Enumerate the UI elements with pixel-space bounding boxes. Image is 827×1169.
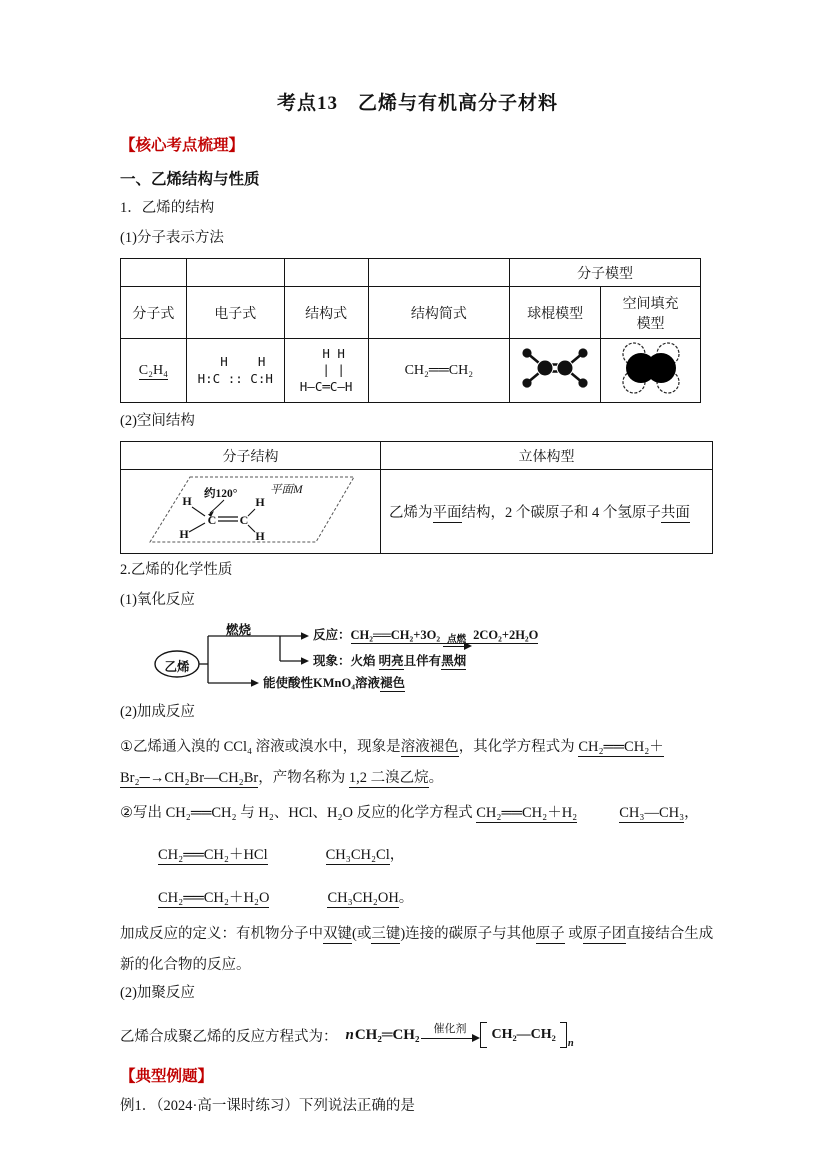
ball-stick-model-image [513, 343, 597, 393]
line-ethylene-structure-sub: 1．乙烯的结构 [120, 200, 215, 216]
t1-col-ballstick: 球棍模型 [510, 287, 601, 339]
add1-text: ，其化学方程式为 [458, 739, 579, 755]
t1-cell-spacefill [601, 339, 701, 403]
reaction-row [313, 625, 538, 647]
t1-col-electronic: 电子式 [186, 287, 284, 339]
definition-underline: 三键 [371, 926, 401, 942]
geometry-underline: 平面 [432, 505, 462, 521]
t1-col-spacefill-line1: 空间填充 [622, 296, 679, 312]
condensed-formula: CH₂══CH₂ [404, 362, 474, 378]
rxline-hcl [158, 843, 715, 864]
para-addition-1 [120, 732, 715, 794]
t1-empty-cell [368, 259, 510, 287]
poly-n-coefficient: n [345, 1026, 354, 1043]
polymer-bracket-left [480, 1022, 487, 1048]
para-addition-definition [120, 919, 715, 981]
ignite-condition: 点燃 [447, 635, 467, 645]
polymer-subscript-n: n [567, 1038, 574, 1049]
add1-product-name: 1,2 二溴乙烷 [348, 770, 429, 786]
add1-equation: CH₂══CH₂＋ [578, 739, 664, 755]
space-filling-model-image [617, 341, 685, 395]
poly-monomer: CH₂═CH₂ [354, 1026, 420, 1043]
para-addition-2 [120, 798, 715, 829]
arrowhead-icon [301, 632, 309, 639]
electronic-formula-top: H H [205, 354, 266, 370]
section-header-typical: 【典型例题】 [120, 1068, 214, 1085]
add2-eq-hcl-left: CH₂══CH₂＋HCl [158, 847, 268, 863]
hydrogen-label: H [254, 495, 265, 509]
molecular-representation-table [120, 258, 701, 403]
t1-cell-ballstick [510, 339, 601, 403]
t1-cell-structural-formula [284, 339, 368, 403]
hydrogen-label: H [254, 529, 265, 543]
page-title: 考点13 乙烯与有机高分子材料 [276, 93, 558, 114]
carbon-label: C [239, 513, 248, 527]
add2-eq-h2-left: CH₂══CH₂＋H₂ [476, 805, 578, 821]
t2-cell-geometry-text [381, 470, 713, 554]
definition-text: 或 [564, 926, 583, 942]
combustion-eq-right: 2CO₂+2H₂O [473, 628, 539, 642]
definition-text: 加成反应的定义：有机物分子中 [120, 926, 323, 942]
add1-text: ，产物名称为 [258, 770, 349, 786]
t1-col-molecular: 分子式 [121, 287, 187, 339]
electronic-formula-bottom: H:C :: C:H [197, 370, 273, 386]
add2-eq-h2o-left: CH₂══CH₂＋H₂O [158, 890, 270, 906]
definition-text: (或 [352, 926, 372, 942]
angle-label: 约120° [203, 488, 237, 500]
definition-underline: 原子团 [582, 926, 627, 942]
t1-col-spacefill-line2: 模型 [636, 316, 665, 332]
geometry-text: 结构，2 个碳原子和 4 个氢原子 [461, 505, 661, 521]
catalyst-arrow [421, 1023, 478, 1039]
line-addition: (2)加成反应 [120, 704, 195, 720]
example-1-line: 例1．（2024·高一课时练习）下列说法正确的是 [120, 1098, 415, 1114]
add2-text: ②写出 CH₂══CH₂ 与 H₂、HCl、H₂O 反应的化学方程式 [120, 805, 477, 821]
t2-cell-structure-diagram [121, 470, 381, 554]
section-header-core: 【核心考点梳理】 [120, 137, 245, 154]
combustion-branch-label: 燃烧 [226, 623, 252, 637]
t1-col-structural: 结构式 [284, 287, 368, 339]
add2-eq-h2-right: CH₃—CH₃ [619, 805, 685, 821]
add2-text: 。 [398, 890, 414, 906]
t1-col-spacefill [601, 287, 701, 339]
phenomenon-text: 且伴有 [403, 654, 442, 668]
definition-text: 直接结合生成新的化合物的反应。 [120, 926, 714, 973]
hydrogen-label: H [181, 494, 192, 508]
structural-formula-line: | | [307, 362, 345, 378]
kmno4-row [263, 673, 405, 691]
phenomenon-label: 现象： [313, 654, 351, 668]
rxline-h2o [158, 886, 715, 907]
add1-equation: Br₂─→CH₂Br—CH₂Br [120, 770, 259, 786]
line-spatial-structure: (2)空间结构 [120, 413, 195, 429]
add1-underline: 溶液褪色 [400, 739, 459, 755]
add2-eq-h2o-right: CH₃CH₂OH [327, 890, 399, 906]
t1-cell-molecular-formula [121, 339, 187, 403]
structural-formula-line: H—C═C—H [299, 378, 353, 394]
t1-empty-cell [186, 259, 284, 287]
add1-text: ①乙烯通入溴的 CCl₄ 溶液或溴水中，现象是 [120, 739, 401, 755]
line-oxidation: (1)氧化反应 [120, 592, 195, 608]
add2-text: ， [389, 847, 405, 863]
poly-label: 乙烯合成聚乙烯的反应方程式为： [120, 1028, 338, 1045]
kmno4-underline: 褪色 [379, 676, 405, 690]
t1-empty-cell [284, 259, 368, 287]
ethylene-subject-label: 乙烯 [164, 660, 190, 674]
geometry-underline: 共面 [660, 505, 690, 521]
line-molecular-representation: (1)分子表示方法 [120, 230, 224, 246]
carbon-label: C [207, 513, 216, 527]
hydrogen-label: H [178, 527, 189, 541]
phenomenon-row [313, 651, 466, 669]
geometry-text: 乙烯为 [389, 505, 433, 521]
plane-label: 平面M [269, 484, 303, 496]
line-polymerization: (2)加聚反应 [120, 985, 195, 1001]
definition-underline: 原子 [535, 926, 565, 942]
t1-col-condensed: 结构简式 [368, 287, 510, 339]
molecular-formula: C₂H₄ [138, 362, 169, 378]
ignite-arrow [443, 635, 470, 647]
spatial-structure-table [120, 441, 713, 554]
oxidation-diagram [150, 620, 715, 698]
definition-text: )连接的碳原子与其他 [400, 926, 536, 942]
phenomenon-underline: 明亮 [378, 654, 404, 668]
heading-ethylene-structure: 一、乙烯结构与性质 [120, 171, 260, 188]
planar-structure-diagram [144, 472, 358, 546]
polymer-repeat-unit: CH₂—CH₂ [491, 1027, 556, 1042]
arrowhead-icon [301, 657, 309, 664]
polymerization-equation-line [120, 1014, 715, 1056]
heading-chemical-properties: 2.乙烯的化学性质 [120, 562, 233, 578]
definition-underline: 双键 [323, 926, 352, 942]
t2-col-structure: 分子结构 [121, 442, 381, 470]
t2-col-geometry: 立体构型 [381, 442, 713, 470]
t1-cell-electronic-formula [186, 339, 284, 403]
add1-text: 。 [428, 770, 444, 786]
t1-empty-cell [121, 259, 187, 287]
t1-cell-condensed-formula [368, 339, 510, 403]
phenomenon-text: 火焰 [350, 654, 379, 668]
arrowhead-icon [251, 679, 259, 686]
poly-equation [346, 1022, 574, 1048]
phenomenon-underline: 黑烟 [441, 654, 467, 668]
polymer-bracket-right [560, 1022, 567, 1048]
reaction-label: 反应： [313, 628, 351, 642]
add2-text: ， [684, 805, 699, 821]
combustion-eq-left: CH₂══CH₂+3O₂ [350, 628, 441, 642]
t1-header-model: 分子模型 [510, 259, 701, 287]
add2-eq-hcl-right: CH₃CH₂Cl [325, 847, 390, 863]
catalyst-condition: 催化剂 [433, 1022, 467, 1035]
structural-formula-line: H H [307, 346, 345, 362]
kmno4-text: 能使酸性KMnO₄溶液 [263, 676, 380, 690]
